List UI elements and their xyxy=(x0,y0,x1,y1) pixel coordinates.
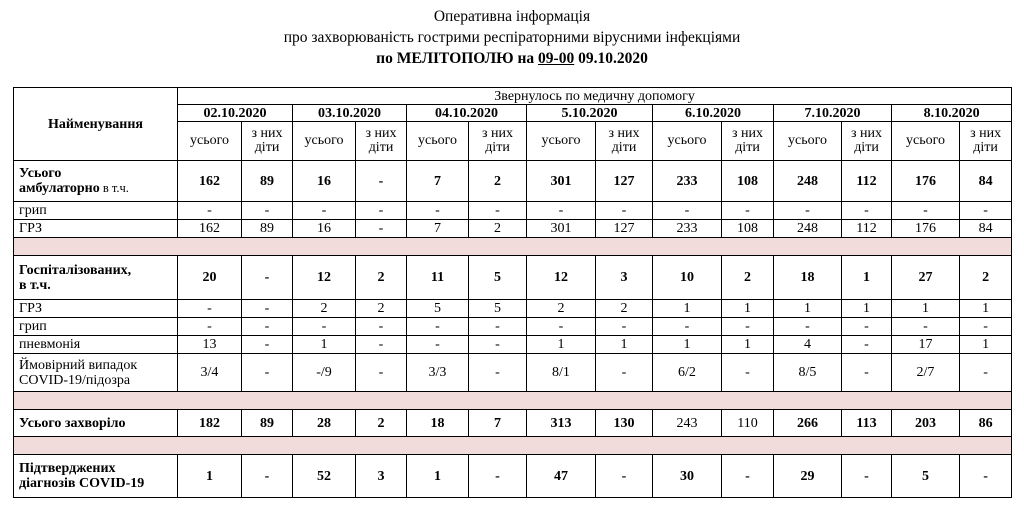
value-cell: - xyxy=(356,336,407,354)
date-header: 6.10.2020 xyxy=(653,105,774,122)
value-cell: 27 xyxy=(892,256,960,300)
value-cell: - xyxy=(242,202,293,220)
subheader-children-line2: діти xyxy=(368,140,394,155)
header-row-group xyxy=(14,88,1012,105)
value-cell: 84 xyxy=(960,161,1012,202)
value-cell: 112 xyxy=(842,220,892,238)
value-cell: 18 xyxy=(774,256,842,300)
value-cell: 7 xyxy=(469,410,527,437)
value-cell: - xyxy=(242,256,293,300)
date-header: 8.10.2020 xyxy=(892,105,1012,122)
value-cell: - xyxy=(527,202,596,220)
value-cell: - xyxy=(356,318,407,336)
value-cell: - xyxy=(892,202,960,220)
value-cell: 3/3 xyxy=(407,354,469,392)
subheader-children-line1: з них xyxy=(481,126,513,141)
row-label xyxy=(14,336,178,354)
separator-cell xyxy=(14,238,1012,256)
table-row xyxy=(14,354,1012,392)
value-cell: - xyxy=(722,455,774,498)
value-cell: - xyxy=(469,455,527,498)
value-cell: - xyxy=(527,318,596,336)
row-label-text: ГРЗ xyxy=(19,221,43,236)
table-row xyxy=(14,336,1012,354)
row-label-suffix: в т.ч. xyxy=(99,181,129,195)
row-label xyxy=(14,318,178,336)
subheader-total: усього xyxy=(178,122,242,161)
subheader-children-line1: з них xyxy=(731,126,763,141)
value-cell: - xyxy=(407,202,469,220)
row-label xyxy=(14,300,178,318)
value-cell: 13 xyxy=(178,336,242,354)
value-cell: 2 xyxy=(960,256,1012,300)
value-cell: 2 xyxy=(356,410,407,437)
value-cell: - xyxy=(469,202,527,220)
subheader-total: усього xyxy=(527,122,596,161)
table-row xyxy=(14,220,1012,238)
subheader-total: усього xyxy=(774,122,842,161)
row-label xyxy=(14,410,178,437)
subheader-children-line1: з них xyxy=(850,126,882,141)
subheader-children xyxy=(356,122,407,161)
value-cell: 89 xyxy=(242,161,293,202)
value-cell: - xyxy=(356,161,407,202)
value-cell: 2 xyxy=(293,300,356,318)
morbidity-table xyxy=(13,87,1012,498)
value-cell: 1 xyxy=(722,300,774,318)
value-cell: - xyxy=(242,300,293,318)
value-cell: 11 xyxy=(407,256,469,300)
value-cell: 2/7 xyxy=(892,354,960,392)
value-cell: - xyxy=(178,318,242,336)
separator-row xyxy=(14,437,1012,455)
row-label-text: Ймовірний випадок xyxy=(19,357,138,373)
value-cell: 127 xyxy=(596,161,653,202)
value-cell: 2 xyxy=(469,161,527,202)
value-cell: 8/5 xyxy=(774,354,842,392)
subheader-children xyxy=(469,122,527,161)
value-cell: 1 xyxy=(596,336,653,354)
value-cell: 1 xyxy=(178,455,242,498)
name-column-header: Найменування xyxy=(14,88,178,161)
value-cell: 233 xyxy=(653,161,722,202)
value-cell: 108 xyxy=(722,161,774,202)
row-label-text2: в т.ч. xyxy=(19,277,51,293)
value-cell: 3/4 xyxy=(178,354,242,392)
value-cell: 1 xyxy=(527,336,596,354)
value-cell: 313 xyxy=(527,410,596,437)
value-cell: 12 xyxy=(293,256,356,300)
row-label-text2: COVID-19/підозра xyxy=(19,372,131,388)
value-cell: 130 xyxy=(596,410,653,437)
subheader-children-line1: з них xyxy=(608,126,640,141)
value-cell: 47 xyxy=(527,455,596,498)
subheader-total: усього xyxy=(653,122,722,161)
row-label-text: пневмонія xyxy=(19,337,81,352)
subheader-total: усього xyxy=(407,122,469,161)
subheader-children xyxy=(960,122,1012,161)
subheader-children-line1: з них xyxy=(251,126,283,141)
value-cell: - xyxy=(842,202,892,220)
value-cell: 2 xyxy=(356,256,407,300)
value-cell: 110 xyxy=(722,410,774,437)
value-cell: 248 xyxy=(774,220,842,238)
value-cell: - xyxy=(653,318,722,336)
date-header: 5.10.2020 xyxy=(527,105,653,122)
value-cell: - xyxy=(293,318,356,336)
value-cell: - xyxy=(356,354,407,392)
subheader-children xyxy=(842,122,892,161)
date-header: 02.10.2020 xyxy=(178,105,293,122)
value-cell: 4 xyxy=(774,336,842,354)
subheader-children xyxy=(242,122,293,161)
report-title-line1: Оперативна інформація xyxy=(433,8,591,25)
value-cell: 10 xyxy=(653,256,722,300)
value-cell: 233 xyxy=(653,220,722,238)
value-cell: 1 xyxy=(653,300,722,318)
value-cell: 108 xyxy=(722,220,774,238)
value-cell: 176 xyxy=(892,161,960,202)
table-row xyxy=(14,300,1012,318)
value-cell: 5 xyxy=(469,256,527,300)
table-row xyxy=(14,410,1012,437)
value-cell: 2 xyxy=(596,300,653,318)
value-cell: 162 xyxy=(178,161,242,202)
value-cell: 1 xyxy=(722,336,774,354)
value-cell: 176 xyxy=(892,220,960,238)
value-cell: - xyxy=(892,318,960,336)
value-cell: 2 xyxy=(722,256,774,300)
subheader-total: усього xyxy=(293,122,356,161)
value-cell: 112 xyxy=(842,161,892,202)
value-cell: 127 xyxy=(596,220,653,238)
separator-row xyxy=(14,238,1012,256)
subheader-children-line2: діти xyxy=(611,140,637,155)
value-cell: - xyxy=(407,336,469,354)
table-row xyxy=(14,318,1012,336)
value-cell: 16 xyxy=(293,161,356,202)
value-cell: 89 xyxy=(242,410,293,437)
table-row xyxy=(14,161,1012,202)
value-cell: 5 xyxy=(469,300,527,318)
subheader-children-line1: з них xyxy=(970,126,1002,141)
value-cell: 84 xyxy=(960,220,1012,238)
subheader-children-line2: діти xyxy=(735,140,760,155)
value-cell: 18 xyxy=(407,410,469,437)
value-cell: - xyxy=(842,455,892,498)
value-cell: 8/1 xyxy=(527,354,596,392)
group-header: Звернулось по медичну допомогу xyxy=(178,88,1012,105)
value-cell: 3 xyxy=(596,256,653,300)
report-title-date: 09.10.2020 xyxy=(574,50,648,67)
value-cell: - xyxy=(960,455,1012,498)
value-cell: - xyxy=(178,300,242,318)
value-cell: - xyxy=(356,202,407,220)
value-cell: 1 xyxy=(293,336,356,354)
value-cell: - xyxy=(596,202,653,220)
value-cell: 1 xyxy=(407,455,469,498)
separator-cell xyxy=(14,392,1012,410)
value-cell: - xyxy=(774,318,842,336)
value-cell: - xyxy=(596,318,653,336)
value-cell: - xyxy=(960,202,1012,220)
value-cell: 7 xyxy=(407,220,469,238)
value-cell: 182 xyxy=(178,410,242,437)
value-cell: 7 xyxy=(407,161,469,202)
row-label-text: ГРЗ xyxy=(19,301,43,316)
value-cell: - xyxy=(842,336,892,354)
row-label-text2: амбулаторно xyxy=(19,181,100,196)
subheader-children-line2: діти xyxy=(485,140,510,155)
report-title-line3 xyxy=(0,48,1024,69)
value-cell: - xyxy=(960,318,1012,336)
value-cell: - xyxy=(842,318,892,336)
value-cell: - xyxy=(722,318,774,336)
row-label-text2: діагнозів COVID-19 xyxy=(19,476,145,491)
value-cell: 3 xyxy=(356,455,407,498)
value-cell: 2 xyxy=(527,300,596,318)
value-cell: 301 xyxy=(527,161,596,202)
value-cell: 86 xyxy=(960,410,1012,437)
value-cell: - xyxy=(842,354,892,392)
date-header: 03.10.2020 xyxy=(293,105,407,122)
row-label xyxy=(14,202,178,220)
value-cell: 162 xyxy=(178,220,242,238)
value-cell: - xyxy=(774,202,842,220)
subheader-children xyxy=(722,122,774,161)
value-cell: 52 xyxy=(293,455,356,498)
report-title-line2: про захворюваність гострими респіраторними вірусними інфекціями xyxy=(283,29,741,46)
row-label-text: Усього захворіло xyxy=(19,415,126,431)
subheader-children-line2: діти xyxy=(854,140,879,155)
value-cell: 5 xyxy=(407,300,469,318)
value-cell: - xyxy=(469,318,527,336)
row-label-text: Госпіталізованих, xyxy=(19,262,132,278)
value-cell: 301 xyxy=(527,220,596,238)
value-cell: - xyxy=(293,202,356,220)
value-cell: - xyxy=(242,336,293,354)
table-row xyxy=(14,202,1012,220)
value-cell: 29 xyxy=(774,455,842,498)
value-cell: - xyxy=(469,336,527,354)
value-cell: -/9 xyxy=(293,354,356,392)
date-header: 04.10.2020 xyxy=(407,105,527,122)
value-cell: 266 xyxy=(774,410,842,437)
value-cell: - xyxy=(178,202,242,220)
value-cell: 12 xyxy=(527,256,596,300)
row-label-text: грип xyxy=(19,203,47,218)
report-title-time: 09-00 xyxy=(538,50,575,67)
report-title-prefix: по МЕЛІТОПОЛЮ на xyxy=(376,50,539,67)
row-label-text: грип xyxy=(19,319,47,334)
table-row xyxy=(14,256,1012,300)
subheader-children xyxy=(596,122,653,161)
row-label xyxy=(14,455,178,498)
date-header: 7.10.2020 xyxy=(774,105,892,122)
report-header xyxy=(0,0,1024,69)
value-cell: 1 xyxy=(960,300,1012,318)
separator-cell xyxy=(14,437,1012,455)
value-cell: 17 xyxy=(892,336,960,354)
value-cell: - xyxy=(469,354,527,392)
value-cell: 89 xyxy=(242,220,293,238)
value-cell: 1 xyxy=(774,300,842,318)
value-cell: 113 xyxy=(842,410,892,437)
subheader-children-line2: діти xyxy=(973,140,998,155)
separator-row xyxy=(14,392,1012,410)
row-label xyxy=(14,161,178,202)
subheader-children-line1: з них xyxy=(365,126,397,141)
value-cell: 2 xyxy=(356,300,407,318)
value-cell: 6/2 xyxy=(653,354,722,392)
row-label xyxy=(14,256,178,300)
value-cell: 20 xyxy=(178,256,242,300)
value-cell: 2 xyxy=(469,220,527,238)
value-cell: 1 xyxy=(960,336,1012,354)
value-cell: - xyxy=(356,220,407,238)
value-cell: - xyxy=(242,318,293,336)
value-cell: 16 xyxy=(293,220,356,238)
value-cell: - xyxy=(960,354,1012,392)
value-cell: - xyxy=(722,202,774,220)
value-cell: 248 xyxy=(774,161,842,202)
value-cell: 1 xyxy=(842,300,892,318)
value-cell: 5 xyxy=(892,455,960,498)
row-label-text: Усього xyxy=(19,166,62,181)
value-cell: - xyxy=(242,354,293,392)
value-cell: 28 xyxy=(293,410,356,437)
table-row xyxy=(14,455,1012,498)
subheader-children-line2: діти xyxy=(254,140,280,155)
row-label xyxy=(14,220,178,238)
value-cell: 30 xyxy=(653,455,722,498)
value-cell: - xyxy=(722,354,774,392)
value-cell: 1 xyxy=(842,256,892,300)
row-label-text: Підтверджених xyxy=(19,461,116,476)
value-cell: - xyxy=(596,354,653,392)
value-cell: - xyxy=(596,455,653,498)
subheader-total: усього xyxy=(892,122,960,161)
value-cell: 1 xyxy=(892,300,960,318)
value-cell: - xyxy=(653,202,722,220)
value-cell: 1 xyxy=(653,336,722,354)
value-cell: - xyxy=(242,455,293,498)
row-label xyxy=(14,354,178,392)
value-cell: 243 xyxy=(653,410,722,437)
value-cell: 203 xyxy=(892,410,960,437)
value-cell: - xyxy=(407,318,469,336)
